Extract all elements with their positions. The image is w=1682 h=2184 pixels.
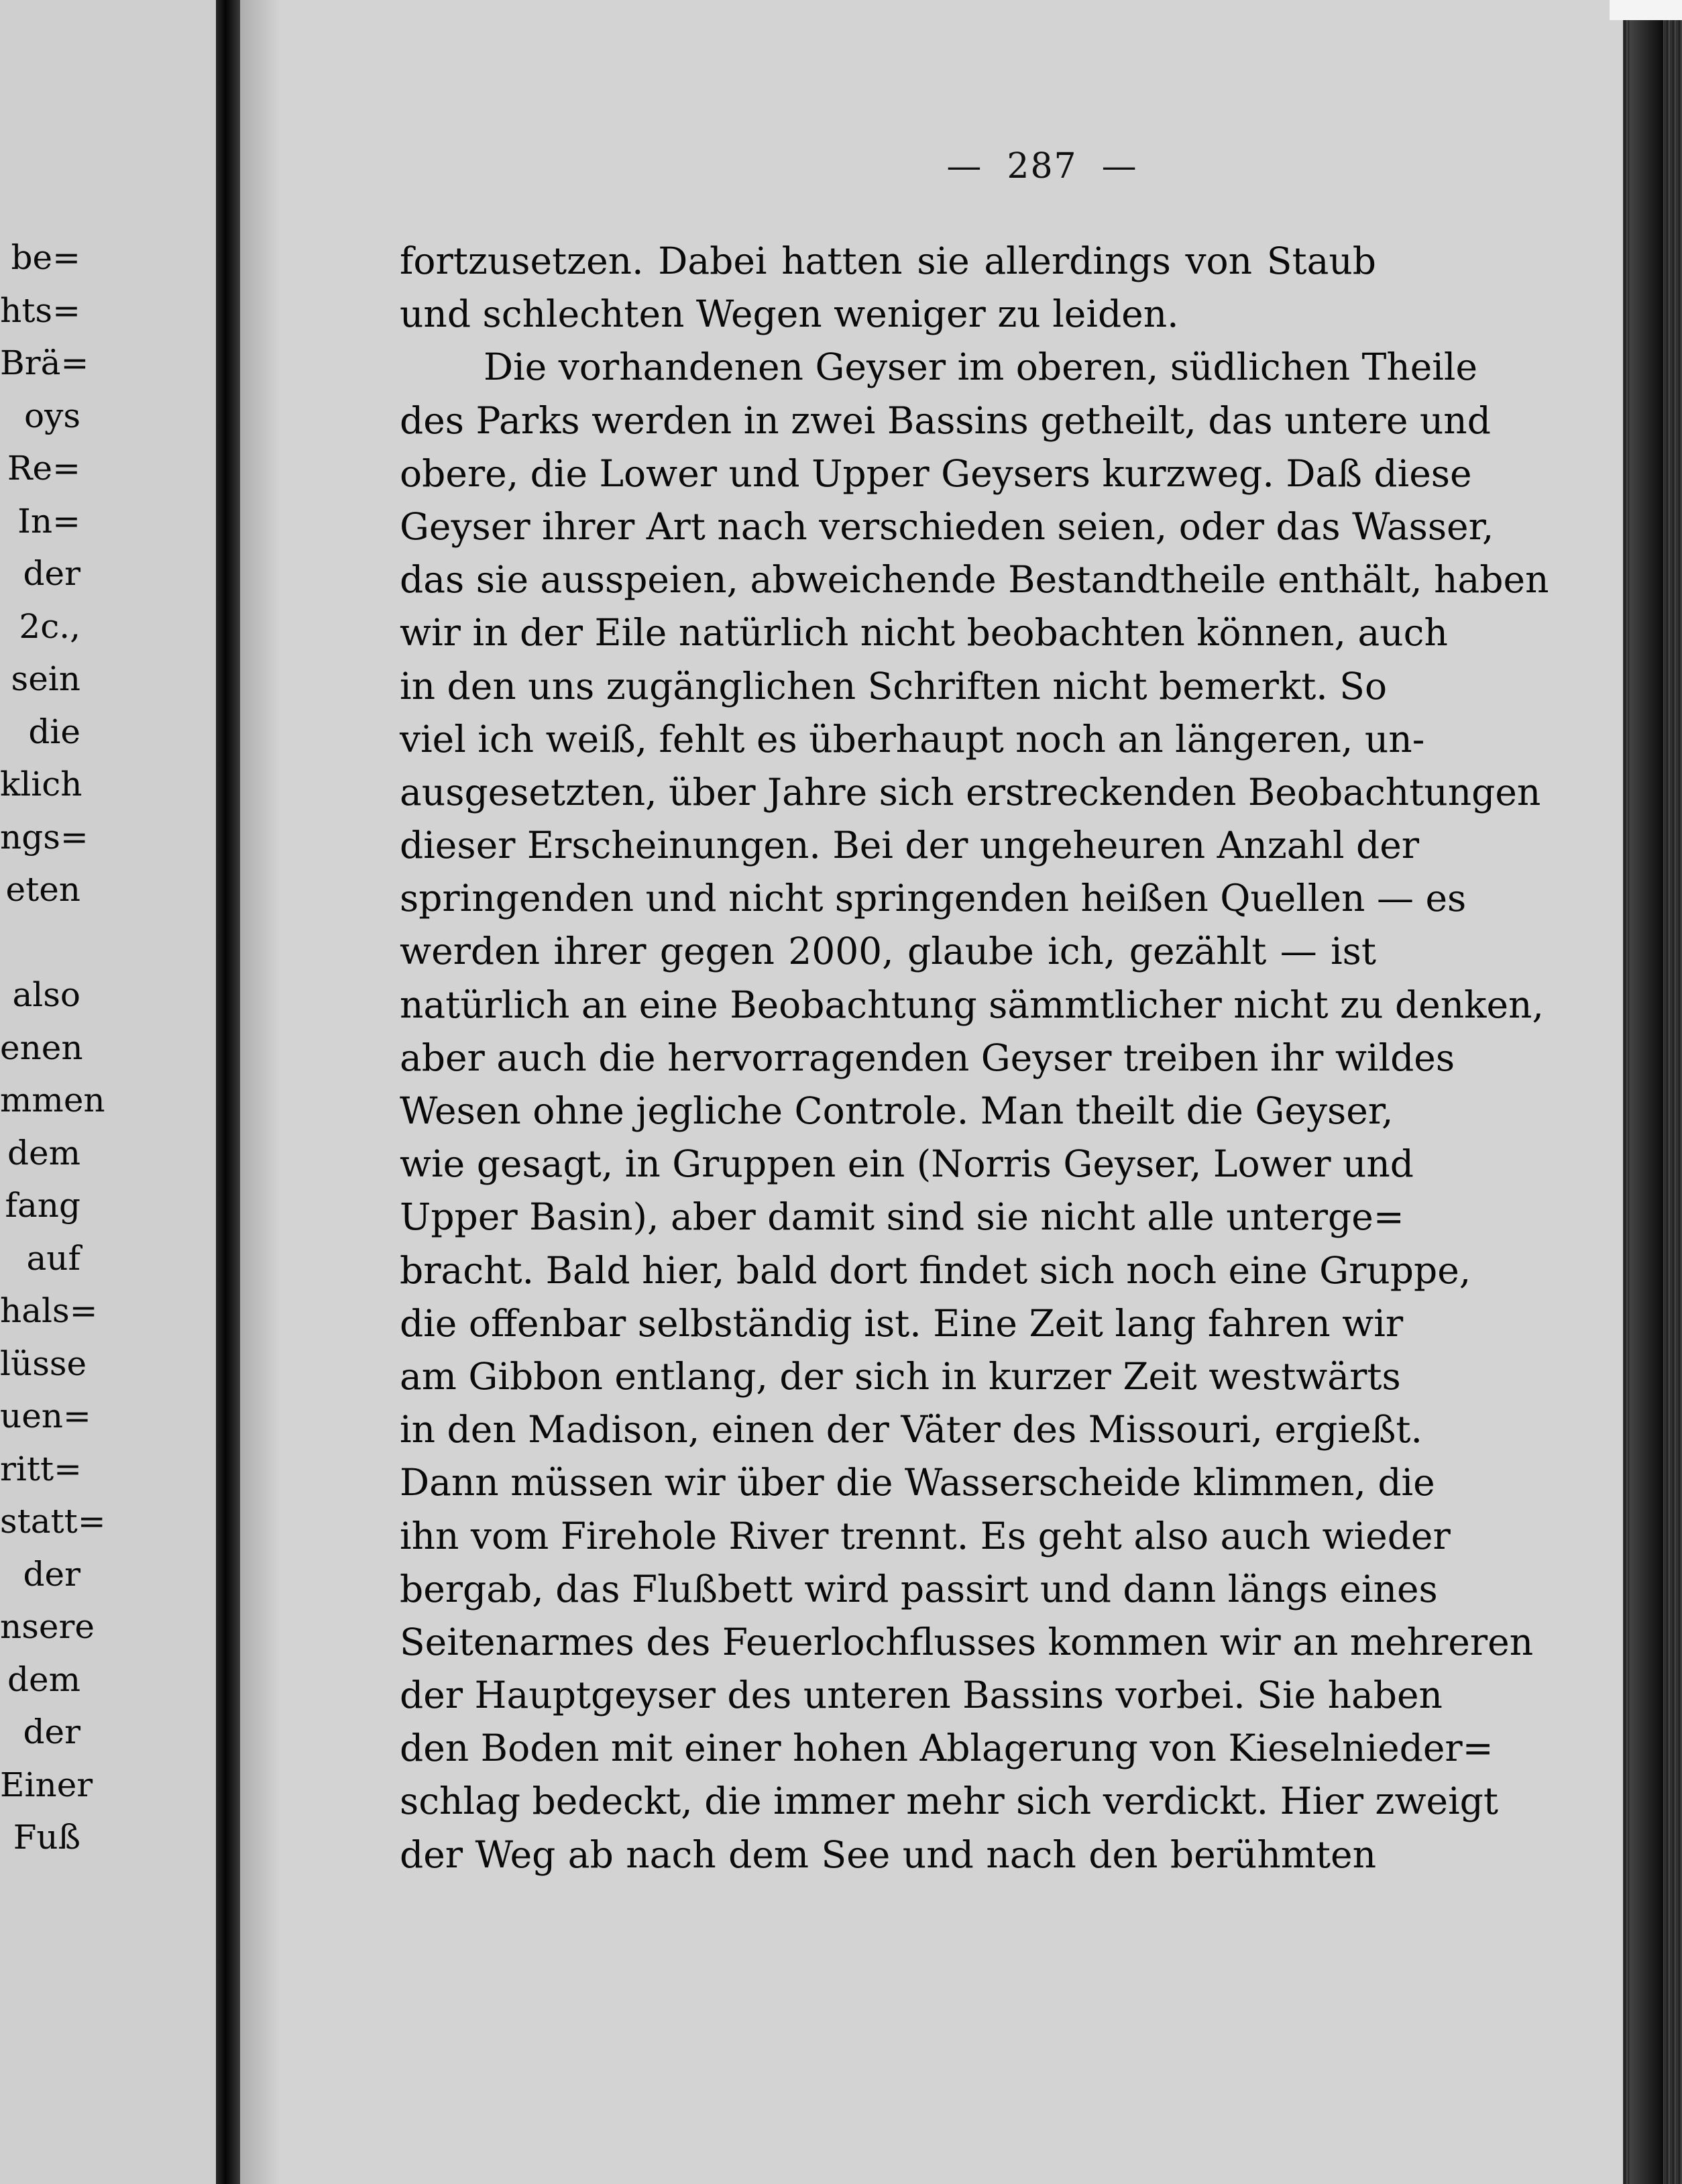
line-ending: also [12, 975, 80, 1014]
line-ending [0, 916, 80, 969]
line-ending: dem [7, 1659, 80, 1699]
text-line: Dann müssen wir über die Wasserscheide klimmen, die [400, 1461, 1435, 1505]
page [240, 0, 1623, 2184]
line-ending: Re= [7, 449, 80, 488]
book-gutter [216, 0, 240, 2184]
text-line: schlag bedeckt, die immer mehr sich verdickt. Hier zweigt [400, 1780, 1498, 1823]
text-line: springenden und nicht springenden heißen Quellen — es [400, 877, 1467, 920]
text-line: fortzusetzen. Dabei hatten sie allerdings von Staub [400, 239, 1376, 282]
text-line: Upper Basin), aber damit sind sie nicht alle unterge= [400, 1195, 1404, 1239]
line-ending: Fuß [13, 1818, 80, 1857]
line-ending: 2c., [19, 606, 80, 646]
line-ending: der [23, 1554, 80, 1594]
previous-page-edge [0, 0, 216, 2184]
text-line: viel ich weiß, fehlt es überhaupt noch an längeren, un- [400, 717, 1425, 761]
text-line: ausgesetzten, über Jahre sich erstreckenden Beobachtungen [400, 770, 1541, 814]
line-ending: mmen [0, 1081, 105, 1120]
text-line: den Boden mit einer hohen Ablagerung von Kieselnieder= [400, 1727, 1494, 1770]
text-line: in den Madison, einen der Väter des Missouri, ergießt. [400, 1408, 1422, 1452]
text-line: der Hauptgeyser des unteren Bassins vorbei. Sie haben [400, 1674, 1443, 1717]
text-line: die offenbar selbständig ist. Eine Zeit lang fahren wir [400, 1301, 1404, 1345]
text-line: wir in der Eile natürlich nicht beobachten können, auch [400, 611, 1448, 655]
body-text [400, 235, 1549, 1881]
text-line: und schlechten Wegen weniger zu leiden. [400, 292, 1179, 336]
text-line: Seitenarmes des Feuerlochflusses kommen wir an mehreren [400, 1620, 1534, 1663]
text-line: aber auch die hervorragenden Geyser treiben ihr wildes [400, 1036, 1455, 1079]
cover-edge [1630, 0, 1663, 2184]
text-line: wie gesagt, in Gruppen ein (Norris Geyser, Lower und [400, 1142, 1414, 1186]
line-ending: enen [0, 1028, 83, 1067]
line-ending: auf [26, 1238, 80, 1278]
text-line: obere, die Lower und Upper Geysers kurzweg. Daß diese [400, 451, 1472, 495]
line-ending: oys [23, 396, 80, 435]
text-line: am Gibbon entlang, der sich in kurzer Zeit westwärts [400, 1354, 1401, 1398]
text-line: Die vorhandenen Geyser im oberen, südlichen Theile [484, 345, 1477, 389]
line-ending: hals= [0, 1291, 98, 1330]
text-line: des Parks werden in zwei Bassins getheilt, das untere und [400, 398, 1491, 442]
page-number: 287 [1007, 146, 1078, 186]
gutter-shadow [240, 0, 280, 2184]
line-ending: dem [7, 1133, 80, 1172]
line-ending: eten [5, 870, 80, 909]
text-line: dieser Erscheinungen. Bei der ungeheuren Anzahl der [400, 824, 1420, 867]
previous-page-line-endings [0, 231, 106, 1864]
line-ending: klich [0, 765, 82, 804]
text-line: das sie ausspeien, abweichende Bestandtheile enthält, haben [400, 558, 1549, 602]
line-ending: sein [11, 659, 80, 698]
line-ending: der [23, 554, 80, 593]
text-line: werden ihrer gegen 2000, glaube ich, gezählt — ist [400, 930, 1376, 973]
line-ending: ngs= [0, 817, 89, 857]
line-ending: uen= [0, 1397, 91, 1435]
line-ending: In= [17, 501, 80, 541]
line-ending: die [28, 712, 80, 751]
line-ending: be= [11, 238, 80, 277]
text-line: natürlich an eine Beobachtung sämmtlicher nicht zu denken, [400, 983, 1544, 1026]
line-ending: nsere [0, 1607, 95, 1646]
line-ending: Einer [0, 1765, 93, 1804]
text-line: Geyser ihrer Art nach verschieden seien, oder das Wasser, [400, 504, 1494, 548]
line-ending: statt= [0, 1502, 106, 1541]
text-line: Wesen ohne jegliche Controle. Man theilt die Geyser, [400, 1089, 1394, 1132]
line-ending: der [23, 1712, 80, 1751]
text-line: bracht. Bald hier, bald dort findet sich noch eine Gruppe, [400, 1248, 1471, 1292]
text-line: ihn vom Firehole River trennt. Es geht also auch wieder [400, 1514, 1451, 1558]
text-line: in den uns zugänglichen Schriften nicht bemerkt. So [400, 664, 1388, 708]
dash-left: — [946, 146, 983, 186]
line-ending: hts= [0, 290, 80, 330]
line-ending: lüsse [0, 1344, 87, 1383]
dash-right: — [1101, 146, 1138, 186]
text-line: der Weg ab nach dem See und nach den berühmten [400, 1833, 1376, 1876]
line-ending: ritt= [0, 1449, 82, 1488]
text-line: bergab, das Flußbett wird passirt und dann längs eines [400, 1567, 1438, 1610]
scan-margin [1610, 0, 1682, 20]
page-number-header [240, 146, 1623, 186]
line-ending: fang [5, 1186, 80, 1225]
line-ending: Brä= [0, 343, 89, 382]
